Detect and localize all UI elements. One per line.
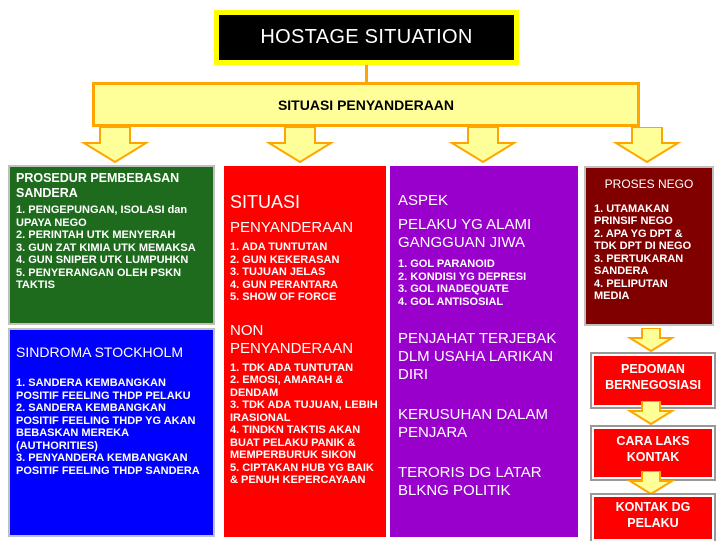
aspek-sub-jiwa: PELAKU YG ALAMI GANGGUAN JIWA (398, 216, 532, 251)
aspek-heading: ASPEK (398, 192, 449, 209)
prosedur-item: 1. PENGEPUNGAN, ISOLASI dan UPAYA NEGO (16, 204, 188, 229)
non-heading: NON PENYANDERAAN (230, 321, 354, 357)
aspek-item: 1. GOL PARANOID (398, 258, 495, 270)
kontak-box (592, 495, 714, 541)
cara-label: CARA LAKS KONTAK (616, 434, 690, 464)
nego-box (584, 166, 714, 326)
arrow-kontak-icon (626, 471, 676, 495)
aspek-box (390, 166, 578, 537)
situasi-box (224, 166, 386, 537)
aspek-sub-penjahat: PENJAHAT TERJEBAK DLM USAHA LARIKAN DIRI (398, 330, 557, 383)
non-item: 1. TDK ADA TUNTUTAN (230, 361, 354, 374)
prosedur-item: 2. PERINTAH UTK MENYERAH (16, 229, 176, 241)
aspek-sub-teroris: TERORIS DG LATAR BLKNG POLITIK (398, 464, 542, 499)
arrow-nego-icon (612, 127, 682, 163)
prosedur-heading: PROSEDUR PEMBEBASAN SANDERA (16, 171, 180, 200)
non-item: 2. EMOSI, AMARAH & DENDAM (230, 374, 344, 399)
page-title: HOSTAGE SITUATION (219, 15, 514, 60)
stockholm-item: 3. PENYANDERA KEMBANGKAN POSITIF FEELING THDP SANDERA (16, 452, 200, 477)
situasi-item: 4. GUN PERANTARA (230, 278, 338, 291)
situasi-subheading: PENYANDERAAN (230, 219, 354, 236)
kontak-label: KONTAK DG PELAKU (615, 500, 691, 530)
nego-item: 3. PERTUKARAN SANDERA (594, 252, 684, 277)
nego-heading: PROSES NEGO (604, 177, 694, 191)
arrow-pedoman-icon (626, 328, 676, 352)
arrow-aspek-icon (448, 127, 518, 163)
prosedur-item: 3. GUN ZAT KIMIA UTK MEMAKSA (16, 241, 196, 254)
nego-item: 1. UTAMAKAN PRINSIF NEGO (594, 202, 673, 227)
nego-item: 2. APA YG DPT & TDK DPT DI NEGO (594, 227, 692, 252)
non-item: 3. TDK ADA TUJUAN, LEBIH IRASIONAL (230, 399, 378, 424)
aspek-item: 2. KONDISI YG DEPRESI (398, 270, 527, 283)
arrow-situasi-icon (265, 127, 335, 163)
arrow-cara-icon (626, 401, 676, 425)
nego-item: 4. PELIPUTAN MEDIA (594, 277, 668, 302)
situasi-heading: SITUASI (230, 192, 301, 212)
prosedur-item: 5. PENYERANGAN OLEH PSKN TAKTIS (16, 266, 182, 291)
stockholm-item: 1. SANDERA KEMBANGKAN POSITIF FEELING THDP PELAKU (16, 377, 191, 402)
situasi-item: 5. SHOW OF FORCE (230, 291, 337, 303)
stockholm-item: 2. SANDERA KEMBANGKAN POSITIF FEELING THDP YG AKAN BEBASKAN MEREKA (AUTHORITIES) (16, 402, 196, 452)
non-item: 5. CIPTAKAN HUB YG BAIK & PENUH KEPERCAYAAN (230, 461, 374, 486)
situasi-item: 2. GUN KEKERASAN (230, 253, 340, 266)
banner (92, 82, 640, 127)
situasi-item: 3. TUJUAN JELAS (230, 266, 326, 278)
non-item: 4. TINDKN TAKTIS AKAN BUAT PELAKU PANIK & MEMPERBURUK SIKON (230, 424, 361, 461)
pedoman-label: PEDOMAN BERNEGOSIASI (605, 362, 701, 392)
banner-label: SITUASI PENYANDERAAN (277, 96, 455, 113)
prosedur-item: 4. GUN SNIPER UTK LUMPUHKN (16, 254, 189, 266)
aspek-sub-kerusuhan: KERUSUHAN DALAM PENJARA (398, 406, 549, 441)
pedoman-box (592, 354, 714, 407)
prosedur-box (8, 165, 215, 325)
title-frame (214, 10, 519, 65)
arrow-prosedur-icon (80, 127, 150, 163)
title-connector (365, 65, 368, 83)
situasi-item: 1. ADA TUNTUTAN (230, 241, 328, 253)
stockholm-heading: SINDROMA STOCKHOLM (16, 344, 183, 360)
aspek-item: 4. GOL ANTISOSIAL (398, 295, 504, 308)
stockholm-box (8, 328, 215, 537)
aspek-item: 3. GOL INADEQUATE (398, 283, 509, 295)
